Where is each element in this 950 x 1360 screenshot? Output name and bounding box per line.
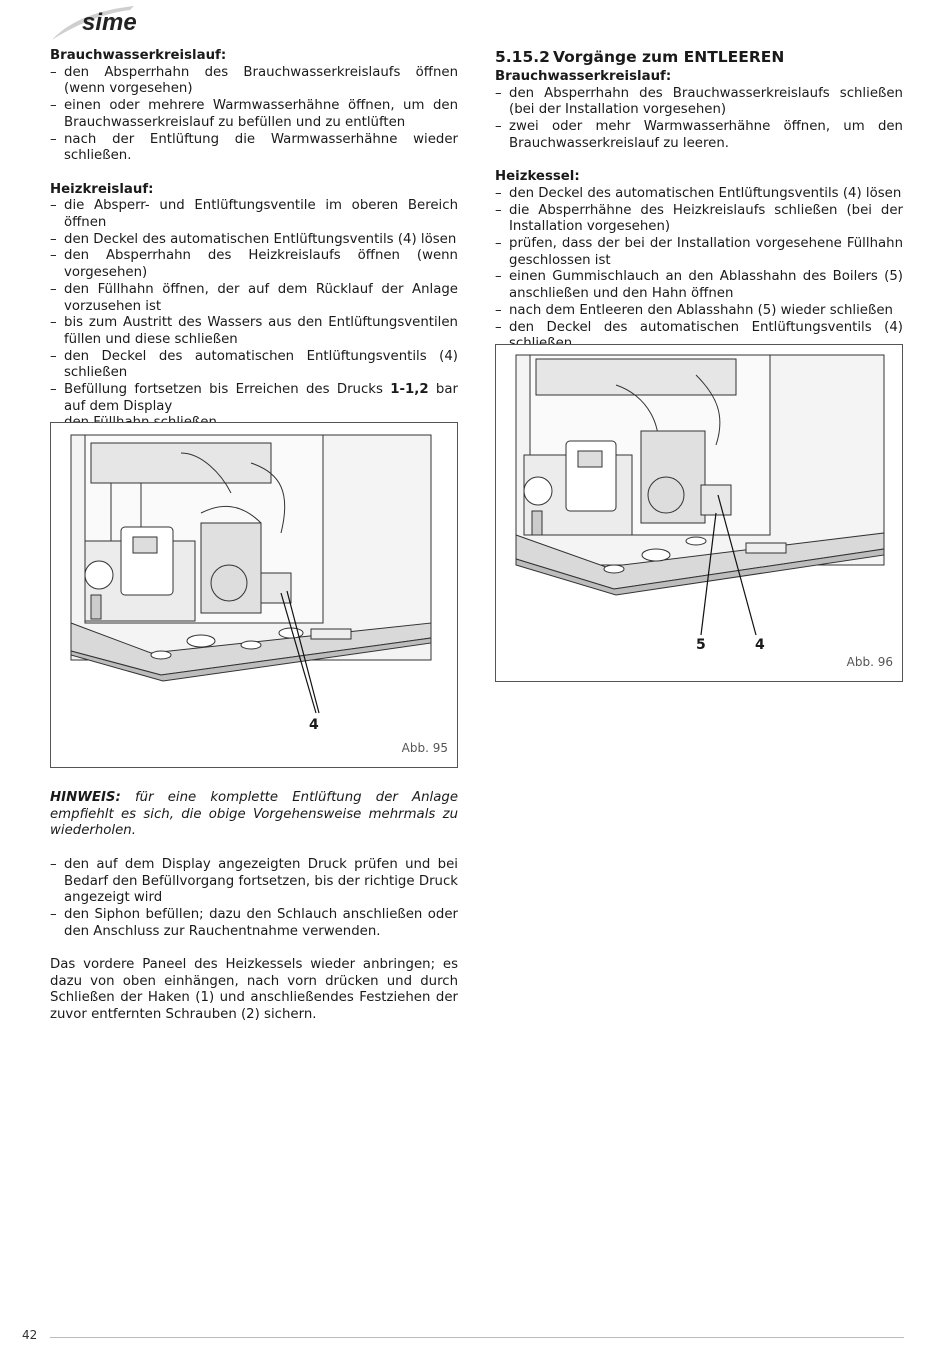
section-number: 5.15.2 [495, 48, 550, 66]
closing-paragraph: Das vordere Paneel des Heizkessels wieder anbringen; es dazu von oben einhängen, nach vorn drücken und durch Schließen der Haken (1) und anschließendes Festziehen der zuvor entfernten Schrauben (2) sichern. [50, 957, 458, 1023]
footer-divider [50, 1337, 904, 1338]
list-item: – nach der Entlüftung die Warmwasserhähne wieder schließen. [50, 132, 458, 165]
list-item: – den Siphon befüllen; dazu den Schlauch anschließen oder den Anschluss zur Rauchentnahme verwenden. [50, 907, 458, 940]
list-item-pressure: – Befüllung fortsetzen bis Erreichen des Drucks 1-1,2 bar auf dem Display [50, 382, 458, 415]
list-item: – den Deckel des automatischen Entlüftungsventils (4) lösen [495, 186, 903, 203]
list-heizkessel [495, 186, 903, 353]
note [50, 790, 458, 840]
heading-heizkessel: Heizkessel: [495, 169, 580, 185]
list-item: – den Deckel des automatischen Entlüftungsventils (4) [495, 320, 903, 353]
logo-text: sime [82, 9, 137, 36]
callout-4: 4 [309, 717, 319, 733]
figure-caption: Abb. 96 [846, 655, 893, 669]
list-item: – einen Gummischlauch an den Ablasshahn des Boilers (5) anschließen und den Hahn öffnen [495, 269, 903, 302]
note-text: für eine komplette Entlüftung der Anlage empfiehlt es sich, die obige Vorgehensweise mehrmals zu wiederholen. [50, 790, 458, 839]
figure-95 [50, 422, 458, 768]
list-item: – bis zum Austritt des Wassers aus den Entlüftungsventilen füllen und diese schließen [50, 315, 458, 348]
callout-5: 5 [696, 637, 706, 653]
boiler-illustration-95 [51, 423, 457, 767]
list-item: – die Absperrhähne des Heizkreislaufs schließen (bei der Installation vorgesehen) [495, 203, 903, 236]
list-item: – den Absperrhahn des Brauchwasserkreislaufs öffnen (wenn vorgesehen) [50, 65, 458, 98]
sime-logo [48, 4, 178, 42]
list-item: – den auf dem Display angezeigten Druck prüfen und bei Bedarf den Befüllvorgang fortsetzen, bis der richtige Druck angezeigt wird [50, 857, 458, 907]
list-item: – einen oder mehrere Warmwasserhähne öffnen, um den Brauchwasserkreislauf zu befüllen und zu entlüften [50, 98, 458, 131]
list-brauchwasser-drain [495, 86, 903, 153]
section-name: Vorgänge zum ENTLEEREN [553, 48, 785, 66]
list-item: – zwei oder mehr Warmwasserhähne öffnen, um den Brauchwasserkreislauf zu leeren. [495, 119, 903, 152]
list-item: – die Absperr- und Entlüftungsventile im oberen Bereich öffnen [50, 198, 458, 231]
list-item: – den Absperrhahn des Brauchwasserkreislaufs schließen (bei der Installation vorgesehen) [495, 86, 903, 119]
callout-4: 4 [755, 637, 765, 653]
list-item: – den Deckel des automatischen Entlüftungsventils (4) schließen [50, 349, 458, 382]
list-item: – den Deckel des automatischen Entlüftungsventils (4) lösen [50, 232, 458, 249]
right-column [495, 48, 903, 353]
heading-brauchwasser-fill: Brauchwasserkreislauf: [50, 48, 227, 63]
heading-heizkreis: Heizkreislauf: [50, 181, 154, 197]
section-title [495, 48, 903, 66]
list-item: – nach dem Entleeren den Ablasshahn (5) wieder schließen [495, 303, 903, 320]
figure-caption: Abb. 95 [401, 741, 448, 755]
list-item: – prüfen, dass der bei der Installation vorgesehene Füllhahn geschlossen ist [495, 236, 903, 269]
page-number: 42 [22, 1328, 38, 1342]
list-final-steps [50, 857, 458, 941]
bottom-section [50, 790, 458, 1024]
heading-brauchwasser-drain: Brauchwasserkreislauf: [495, 69, 672, 84]
note-label: HINWEIS: [50, 790, 121, 805]
list-item: – den Füllhahn öffnen, der auf dem Rücklauf der Anlage vorzusehen ist [50, 282, 458, 315]
list-brauchwasser-fill [50, 65, 458, 165]
figure-96 [495, 344, 903, 682]
list-item: – den Absperrhahn des Heizkreislaufs öffnen (wenn vorgesehen) [50, 248, 458, 281]
pressure-value: 1-1,2 [390, 382, 429, 398]
left-column [50, 48, 458, 482]
boiler-illustration-96 [496, 345, 902, 681]
